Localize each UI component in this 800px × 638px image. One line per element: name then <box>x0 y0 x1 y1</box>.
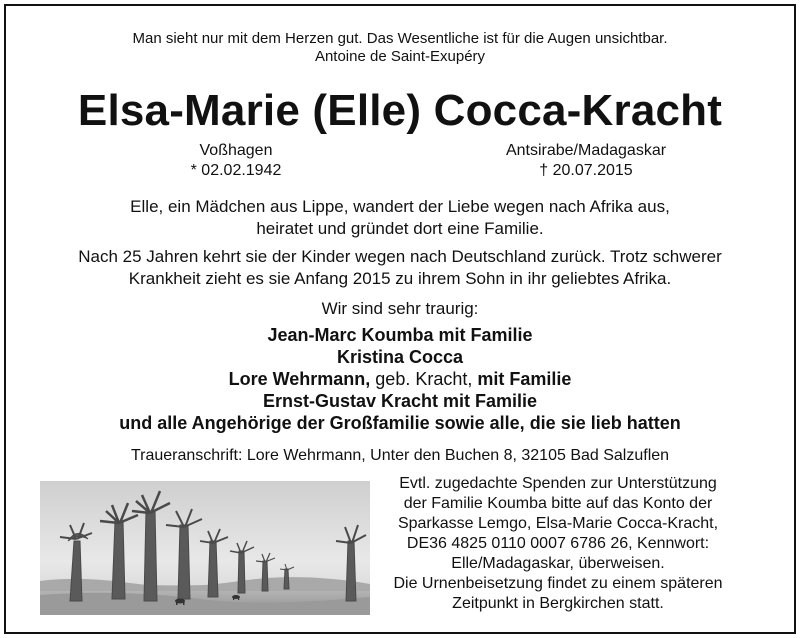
bio-paragraph-1 <box>6 196 794 240</box>
mourner-line: und alle Angehörige der Großfamilie sowie alle, die sie lieb hatten <box>119 413 681 433</box>
bio-line: heiratet und gründet dort eine Familie. <box>256 219 544 238</box>
mourners-list <box>6 324 794 434</box>
birth-info <box>106 141 366 181</box>
baobab-photo <box>40 481 370 615</box>
bio-line: Krankheit zieht es sie Anfang 2015 zu ihrem Sohn in ihr geliebtes Afrika. <box>128 269 672 288</box>
mourner-line: Ernst-Gustav Kracht mit Familie <box>262 391 538 411</box>
mourner-family: mit Familie <box>477 369 572 389</box>
quote-author: Antoine de Saint-Exupéry <box>314 48 486 65</box>
mourner-line <box>6 368 794 390</box>
obituary-card <box>4 4 796 634</box>
donation-line: Sparkasse Lemgo, Elsa-Marie Cocca-Kracht, <box>397 515 719 532</box>
donation-note <box>358 474 758 614</box>
bio-line: Nach 25 Jahren kehrt sie der Kinder wegen nach Deutschland zurück. Trotz schwerer <box>78 247 722 266</box>
burial-line: Zeitpunkt in Bergkirchen statt. <box>452 595 664 612</box>
bio-line: Elle, ein Mädchen aus Lippe, wandert der Liebe wegen nach Afrika aus, <box>130 197 670 216</box>
deceased-name: Elsa-Marie (Elle) Cocca-Kracht <box>77 86 723 135</box>
birth-place: Voßhagen <box>199 142 273 159</box>
burial-line: Die Urnenbeisetzung findet zu einem späteren <box>393 575 723 592</box>
mourner-note: geb. Kracht, <box>370 369 478 389</box>
mourners-intro: Wir sind sehr traurig: <box>321 299 479 318</box>
birth-date: * 02.02.1942 <box>190 162 282 179</box>
donation-line: der Familie Koumba bitte auf das Konto der <box>403 495 713 512</box>
donation-line: Evtl. zugedachte Spenden zur Unterstützung <box>399 475 717 492</box>
quote-text: Man sieht nur mit dem Herzen gut. Das Wesentliche ist für die Augen unsichtbar. <box>132 30 668 47</box>
donation-line: DE36 4825 0110 0007 6786 26, Kennwort: <box>406 535 710 552</box>
mourner-line: Kristina Cocca <box>336 347 464 367</box>
mourning-address: Traueranschrift: Lore Wehrmann, Unter den Buchen 8, 32105 Bad Salzuflen <box>130 447 670 464</box>
death-info <box>456 141 716 181</box>
death-place: Antsirabe/Madagaskar <box>505 142 667 159</box>
mourner-name: Lore Wehrmann, <box>228 369 371 389</box>
mourner-line: Jean-Marc Koumba mit Familie <box>267 325 533 345</box>
quote <box>6 30 794 66</box>
death-date: † 20.07.2015 <box>539 162 633 179</box>
bio-paragraph-2 <box>6 246 794 290</box>
donation-line: Elle/Madagaskar, überweisen. <box>451 555 665 572</box>
